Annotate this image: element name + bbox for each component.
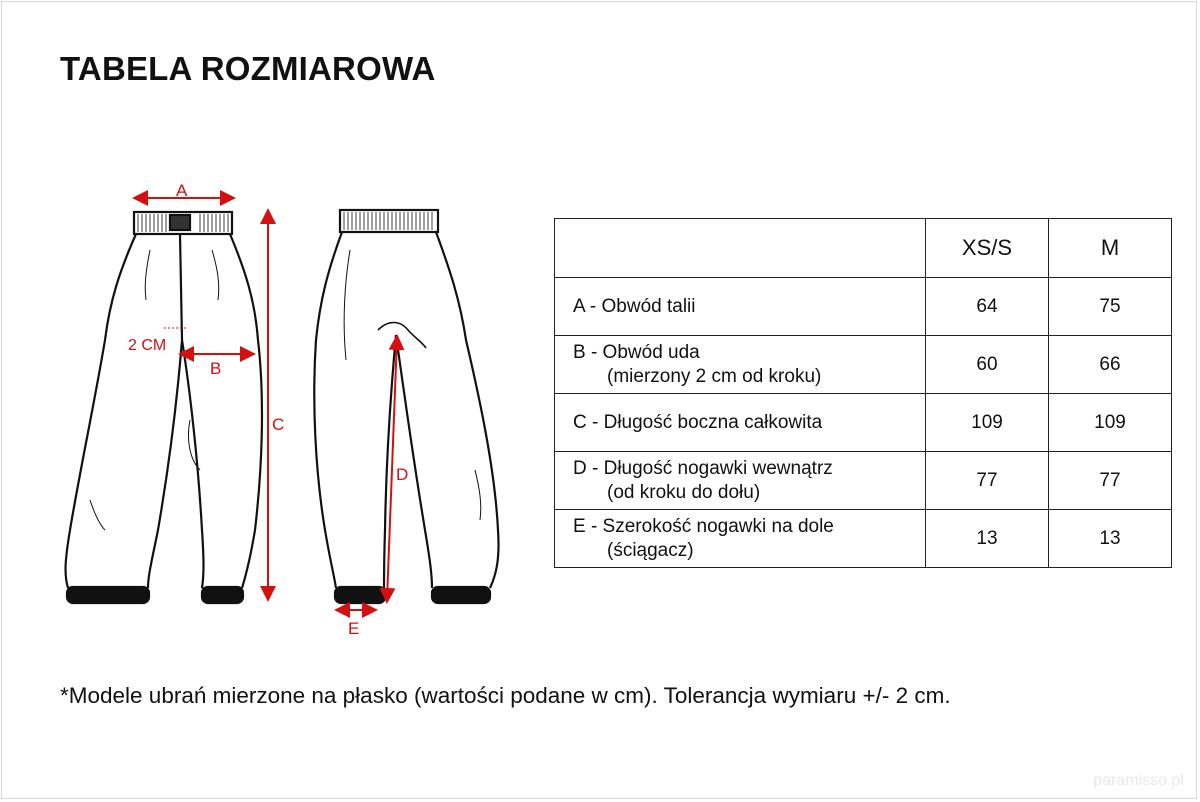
row-value-m: 77: [1049, 452, 1172, 510]
row-label: [555, 336, 926, 394]
page-title: TABELA ROZMIAROWA: [60, 50, 436, 87]
table-row: [555, 394, 1172, 452]
row-value-m: 109: [1049, 394, 1172, 452]
pants-illustration: [50, 170, 520, 650]
label-e: E: [348, 619, 360, 638]
size-table: [554, 218, 1172, 568]
table-row: [555, 510, 1172, 568]
row-value-m: 66: [1049, 336, 1172, 394]
row-label-main: E - Szerokość nogawki na dole: [573, 515, 834, 537]
row-label-main: A - Obwód talii: [573, 295, 696, 317]
row-label: [555, 394, 926, 452]
row-label: [555, 452, 926, 510]
row-value-xs-s: 13: [926, 510, 1049, 568]
label-a: A: [176, 181, 188, 200]
watermark: paramisso.pl: [1093, 772, 1184, 789]
label-d: D: [396, 465, 409, 484]
row-label: [555, 278, 926, 336]
row-value-m: 75: [1049, 278, 1172, 336]
row-label-sub: (od kroku do dołu): [607, 481, 761, 503]
row-label-main: B - Obwód uda: [573, 341, 700, 363]
table-row: [555, 278, 1172, 336]
label-b: B: [210, 359, 222, 378]
table-header-row: [555, 219, 1172, 278]
row-label-main: D - Długość nogawki wewnątrz: [573, 457, 833, 479]
row-value-xs-s: 64: [926, 278, 1049, 336]
row-value-xs-s: 77: [926, 452, 1049, 510]
row-value-xs-s: 109: [926, 394, 1049, 452]
header-xs-s: XS/S: [926, 219, 1049, 278]
table-row: [555, 336, 1172, 394]
row-value-xs-s: 60: [926, 336, 1049, 394]
table-row: [555, 452, 1172, 510]
row-label-sub: (ściągacz): [607, 539, 694, 561]
back-pants: [314, 210, 498, 603]
label-2cm: 2 CM: [128, 337, 167, 354]
measurement-note: *Modele ubrań mierzone na płasko (wartości podane w cm). Tolerancja wymiaru +/- 2 cm.: [60, 683, 951, 708]
row-value-m: 13: [1049, 510, 1172, 568]
front-pants: [66, 212, 262, 603]
header-m: M: [1049, 219, 1172, 278]
header-empty: [555, 219, 926, 278]
row-label-sub: (mierzony 2 cm od kroku): [607, 365, 822, 387]
row-label: [555, 510, 926, 568]
row-label-main: C - Długość boczna całkowita: [573, 411, 823, 433]
pants-diagram: [50, 170, 520, 650]
label-c: C: [272, 415, 285, 434]
